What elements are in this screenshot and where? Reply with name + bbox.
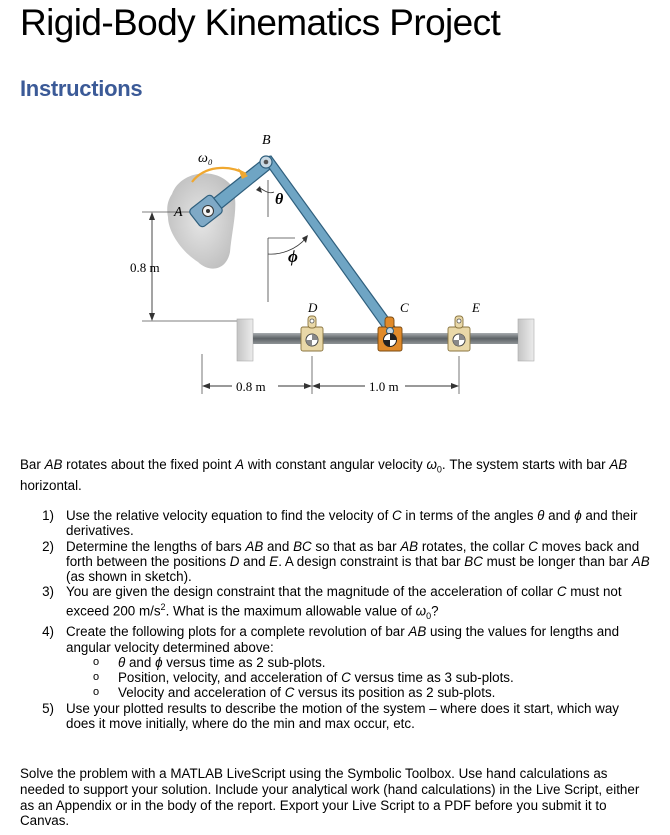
pin-B	[260, 156, 272, 168]
sub-list-item: o θ and ϕ versus time as 2 sub-plots.	[93, 654, 326, 670]
list-item: 4) Create the following plots for a complete revolution of bar AB using the values for lengths and angular velocity determined above: o θ and ϕ versus time as 2 sub-plots. o Position, velocity, and acceleration of C versus time as 3 sub-plots. o Velocity and acceleration of C versus its position as 2 sub-plots.	[20, 624, 650, 700]
mechanism-figure	[120, 122, 540, 422]
sub-list-item: o Velocity and acceleration of C versus its position as 2 sub-plots.	[93, 685, 496, 701]
label-phi: ϕ	[288, 247, 298, 266]
sub-list-item: o Position, velocity, and acceleration of C versus time as 3 sub-plots.	[93, 670, 514, 686]
wall-left	[237, 319, 253, 361]
collar-E	[448, 316, 470, 351]
steps-list	[20, 508, 650, 731]
list-item: 2) Determine the lengths of bars AB and BC so that as bar AB rotates, the collar C moves back and forth between the positions D and E. A design constraint is that bar BC must be longer than bar AB (as shown in sketch).	[42, 538, 650, 585]
list-item: 3) You are given the design constraint that the magnitude of the acceleration of collar C must not exceed 200 $m/s^2$. What is the maximum allowable value of $\omega_0$?	[42, 584, 622, 621]
theta-arc	[260, 188, 274, 193]
label-C: C	[400, 300, 409, 315]
phi-arc	[268, 238, 306, 254]
section-heading-instructions: Instructions	[20, 76, 143, 101]
label-E: E	[472, 300, 480, 315]
label-theta: θ	[275, 191, 284, 208]
label-omega: ω₀	[198, 151, 213, 166]
dim-vertical-arrow-bottom	[149, 313, 155, 321]
dim-vertical-label: 0.8 m	[130, 260, 160, 275]
collar-D	[301, 316, 323, 351]
list-item: 1) Use the relative velocity equation to find the velocity of C in terms of the angles θ and ϕ and their derivatives.	[42, 508, 638, 539]
list-item: 5) Use your plotted results to describe the motion of the system – where does it start, which way does it move initially, where do the min and max occur, etc.	[42, 700, 619, 731]
plots-sublist	[66, 655, 650, 701]
intro-paragraph: Bar AB rotates about the fixed point A with constant angular velocity $\omega_0$. The system starts with bar AB horizontal.	[20, 457, 628, 493]
dim-h-left-label: 0.8 m	[236, 379, 266, 394]
dim-h-right-label: 1.0 m	[369, 379, 399, 394]
outro-paragraph: Solve the problem with a MATLAB LiveScript using the Symbolic Toolbox. Use hand calculations as needed to support your solution. Include your analytical work (hand calculations) in the Live Script, either as an Appendix or in the body of the report. Export your Live Script to a PDF before you submit it to Canvas.	[20, 766, 640, 829]
dim-vertical-arrow-top	[149, 212, 155, 220]
bar-BC	[262, 156, 395, 332]
wall-right	[518, 319, 534, 361]
page-title: Rigid-Body Kinematics Project	[20, 2, 501, 43]
label-B: B	[262, 133, 271, 148]
label-D: D	[308, 300, 318, 315]
label-A: A	[174, 205, 183, 220]
